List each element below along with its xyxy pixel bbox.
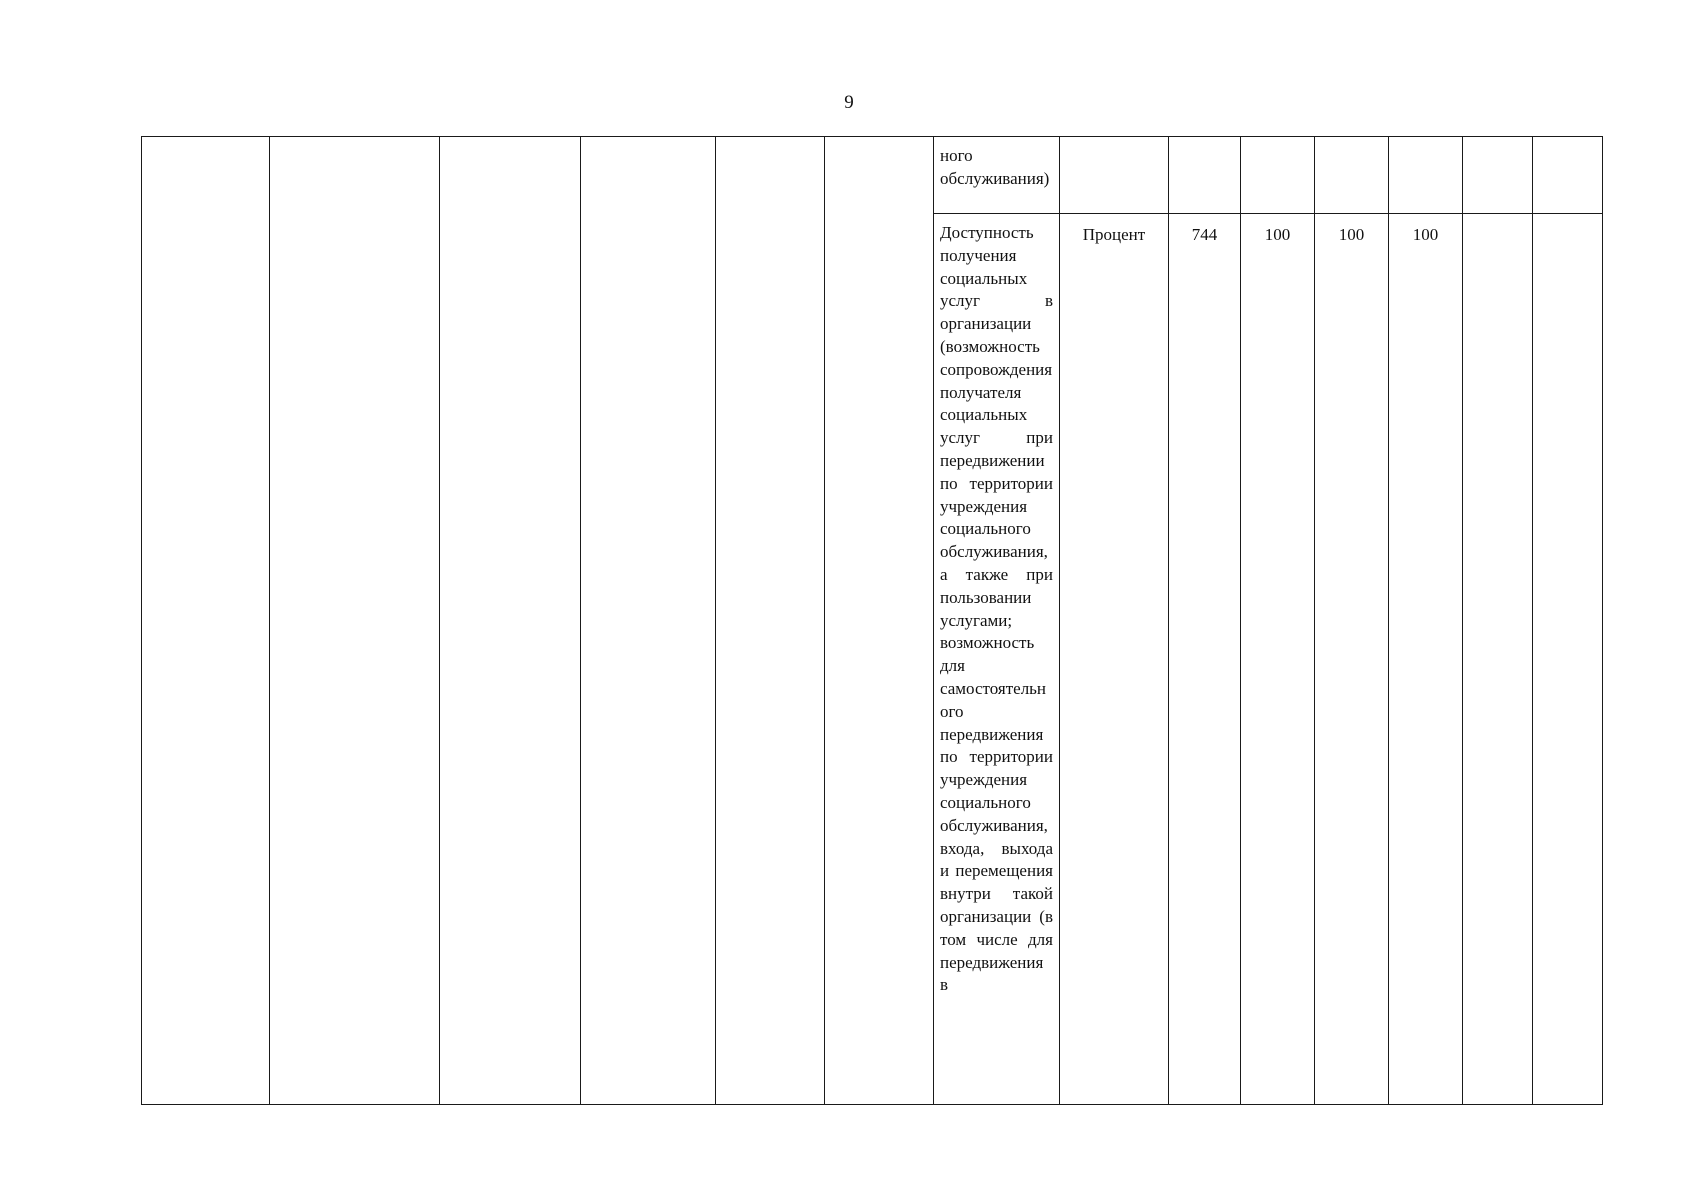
value-cell [1463, 214, 1533, 1105]
okei-code-cell [1169, 137, 1241, 214]
empty-cell [142, 137, 270, 1105]
indicator-description-cell [934, 214, 1060, 1105]
empty-cell [825, 137, 934, 1105]
indicator-description: Доступность получения социальных услуг в организации (возможность сопровождения получателя социальных услуг при передвижении по территории учреждения социального обслуживания, а также при пользовании услугами; возможность для самостоятельного передвижения по территории учреждения социального обслуживания, входа, выхода и перемещения внутри такой организации (в том числе для передвижения в [940, 223, 1053, 995]
value-cell: 100 [1241, 214, 1315, 1105]
value-cell: 100 [1389, 214, 1463, 1105]
empty-cell [581, 137, 716, 1105]
value-cell [1315, 137, 1389, 214]
table-row [142, 137, 1603, 214]
indicator-description: ного обслуживания) [940, 146, 1050, 188]
okei-code-cell: 744 [1169, 214, 1241, 1105]
unit-cell: Процент [1060, 214, 1169, 1105]
unit-cell [1060, 137, 1169, 214]
empty-cell [440, 137, 581, 1105]
value-cell [1533, 137, 1603, 214]
indicator-table [141, 136, 1603, 1105]
empty-cell [270, 137, 440, 1105]
page-number: 9 [844, 92, 854, 113]
empty-cell [716, 137, 825, 1105]
value-cell [1389, 137, 1463, 214]
value-cell [1533, 214, 1603, 1105]
value-cell [1241, 137, 1315, 214]
value-cell: 100 [1315, 214, 1389, 1105]
indicator-description-cell [934, 137, 1060, 214]
value-cell [1463, 137, 1533, 214]
